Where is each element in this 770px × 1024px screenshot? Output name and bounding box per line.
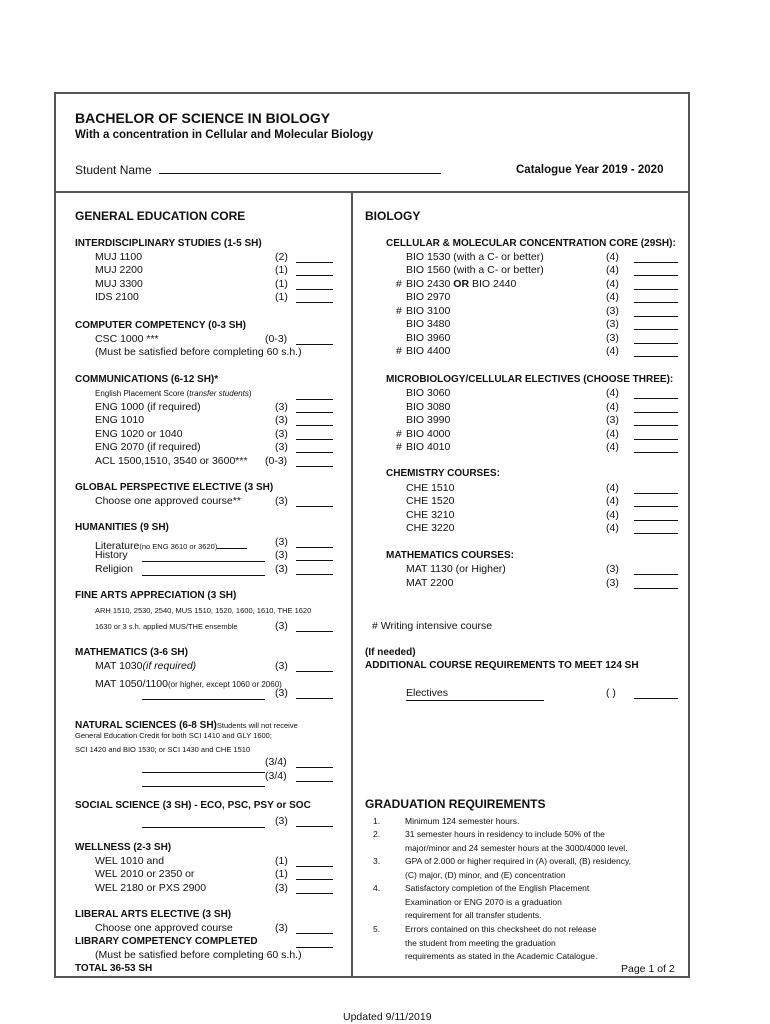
grade-blank[interactable]: [296, 265, 333, 276]
course-hours: (4): [606, 401, 619, 413]
humanities-heading: HUMANITIES (9 SH): [75, 522, 169, 533]
course-hours: (2): [275, 251, 288, 263]
library-blank[interactable]: [296, 937, 333, 948]
natural-sciences-heading: NATURAL SCIENCES (6-8 SH)Students will not receive: [75, 720, 298, 731]
course-name: BIO 3480: [406, 318, 451, 330]
writing-mark: #: [396, 278, 402, 290]
history-course-blank[interactable]: [142, 551, 265, 562]
grade-blank[interactable]: [634, 429, 678, 440]
placement-score-blank[interactable]: [296, 389, 333, 400]
course-name: WEL 2180 or PXS 2900: [95, 882, 207, 894]
grade-blank[interactable]: [634, 388, 678, 399]
course-hours: (3): [275, 536, 288, 548]
grade-blank[interactable]: [296, 279, 333, 290]
course-hours: (3): [275, 549, 288, 561]
placement-score-label: English Placement Score (transfer students): [95, 389, 252, 398]
course-hours: (3/4): [265, 770, 287, 782]
computer-heading: COMPUTER COMPETENCY (0-3 SH): [75, 320, 246, 331]
header-divider: [54, 191, 688, 193]
course-name: MAT 1130 (or Higher): [406, 563, 506, 575]
grad-item-text: the student from meeting the graduation: [405, 938, 556, 948]
grad-item-text: (C) major, (D) minor, and (E) concentration: [405, 870, 566, 880]
grade-blank[interactable]: [296, 661, 333, 672]
additional-heading: ADDITIONAL COURSE REQUIREMENTS TO MEET 124 SH: [365, 660, 639, 671]
social-science-heading: SOCIAL SCIENCE (3 SH) - ECO, PSC, PSY or SOC: [75, 800, 311, 811]
grade-blank[interactable]: [296, 252, 333, 263]
course-hours: (3): [275, 922, 288, 934]
global-heading: GLOBAL PERSPECTIVE ELECTIVE (3 SH): [75, 482, 274, 493]
additional-if-needed: (If needed): [365, 647, 416, 658]
course-hours: (3): [606, 563, 619, 575]
course-name: ENG 1000 (if required): [95, 401, 201, 413]
grade-blank[interactable]: [296, 537, 333, 548]
grade-blank[interactable]: [634, 279, 678, 290]
liberal-arts-heading: LIBERAL ARTS ELECTIVE (3 SH): [75, 909, 232, 920]
grad-item-text: GPA of 2.000 or higher required in (A) overall, (B) residency,: [405, 856, 631, 866]
course-hours: (3): [275, 882, 288, 894]
grad-item-text: Examination or ENG 2070 is a graduation: [405, 897, 562, 907]
course-hours: (1): [275, 855, 288, 867]
column-divider: [351, 191, 353, 976]
grad-item-text: 31 semester hours in residency to include 50% of the: [405, 829, 605, 839]
course-hours: ( ): [606, 687, 616, 699]
course-hours: (4): [606, 522, 619, 534]
course-hours: (3): [606, 318, 619, 330]
grade-blank[interactable]: [634, 346, 678, 357]
course-name: BIO 4000: [406, 428, 451, 440]
course-name: WEL 1010 and: [95, 855, 165, 867]
grade-blank[interactable]: [296, 757, 333, 768]
natural-sciences-note: SCI 1420 and BIO 1530; or SCI 1430 and CHE 1510: [75, 745, 251, 754]
grade-blank[interactable]: [296, 550, 333, 561]
wellness-heading: WELLNESS (2-3 SH): [75, 842, 172, 853]
page-subtitle: With a concentration in Cellular and Molecular Biology: [75, 129, 374, 141]
literature-row: Literature(no ENG 3610 or 3620): [95, 536, 247, 554]
grade-blank[interactable]: [634, 292, 678, 303]
biology-title: BIOLOGY: [365, 209, 421, 223]
student-name-row: [75, 163, 441, 177]
natural-sciences-note: General Education Credit for both SCI 1410 and GLY 1600;: [75, 731, 272, 740]
grade-blank[interactable]: [296, 429, 333, 440]
grade-blank[interactable]: [296, 923, 333, 934]
grade-blank[interactable]: [634, 415, 678, 426]
course-hours: (1): [275, 868, 288, 880]
gen-ed-total: TOTAL 36-53 SH: [75, 963, 153, 974]
grade-blank[interactable]: [296, 621, 333, 632]
course-hours: (1): [275, 278, 288, 290]
course-hours: (4): [606, 441, 619, 453]
course-name: ENG 2070 (if required): [95, 441, 201, 453]
course-hours: (3): [275, 563, 288, 575]
course-hours: (4): [606, 387, 619, 399]
course-hours: (3): [275, 815, 288, 827]
course-hours: (4): [606, 251, 619, 263]
computer-note: (Must be satisfied before completing 60 s.h.): [95, 346, 302, 358]
grade-blank[interactable]: [634, 496, 678, 507]
grade-blank[interactable]: [296, 442, 333, 453]
course-name: CHE 3220: [406, 522, 455, 534]
grade-blank[interactable]: [296, 564, 333, 575]
chemistry-heading: CHEMISTRY COURSES:: [386, 468, 500, 479]
course-name: BIO 2430 OR BIO 2440: [406, 278, 517, 290]
course-hours: (4): [606, 264, 619, 276]
gen-ed-title: GENERAL EDUCATION CORE: [75, 209, 246, 223]
course-hours: (3): [606, 577, 619, 589]
grade-blank[interactable]: [634, 442, 678, 453]
grade-blank[interactable]: [296, 496, 333, 507]
course-name: CHE 1520: [406, 495, 455, 507]
grade-blank[interactable]: [634, 510, 678, 521]
course-name: Religion: [95, 563, 133, 575]
page-number: Page 1 of 2: [621, 963, 675, 975]
course-name: BIO 3100: [406, 305, 451, 317]
core-heading: CELLULAR & MOLECULAR CONCENTRATION CORE (29SH):: [386, 238, 676, 249]
course-name: MUJ 3300: [95, 278, 143, 290]
fine-arts-heading: FINE ARTS APPRECIATION (3 SH): [75, 590, 237, 601]
writing-mark: #: [396, 428, 402, 440]
science-course-blank[interactable]: [142, 776, 265, 787]
grade-blank[interactable]: [634, 578, 678, 589]
course-name: BIO 4010: [406, 441, 451, 453]
course-hours: (3): [275, 660, 288, 672]
course-name: BIO 3990: [406, 414, 451, 426]
grade-blank[interactable]: [634, 333, 678, 344]
course-hours: (3): [606, 414, 619, 426]
course-hours: (3): [275, 414, 288, 426]
writing-intensive-note: # Writing intensive course: [372, 620, 493, 632]
communications-heading: COMMUNICATIONS (6-12 SH)*: [75, 374, 219, 385]
course-name: IDS 2100: [95, 291, 139, 303]
grade-blank[interactable]: [634, 306, 678, 317]
course-name: MUJ 2200: [95, 264, 143, 276]
writing-mark: #: [396, 305, 402, 317]
course-hours: (3): [275, 428, 288, 440]
course-hours: (1): [275, 264, 288, 276]
writing-mark: #: [396, 345, 402, 357]
science-course-blank[interactable]: [142, 762, 265, 773]
course-hours: (3): [275, 495, 288, 507]
course-name: MAT 1030(if required): [95, 660, 197, 672]
social-course-blank[interactable]: [142, 817, 265, 828]
grade-blank[interactable]: [296, 334, 333, 345]
course-name: ENG 1020 or 1040: [95, 428, 183, 440]
grade-blank[interactable]: [634, 523, 678, 534]
grade-blank[interactable]: [296, 816, 333, 827]
course-name: BIO 3960: [406, 332, 451, 344]
literature-course-blank[interactable]: [217, 538, 247, 549]
graduation-title: GRADUATION REQUIREMENTS: [365, 797, 546, 811]
micro-heading: MICROBIOLOGY/CELLULAR ELECTIVES (CHOOSE THREE):: [386, 374, 674, 385]
grad-item-text: requirement for all transfer students.: [405, 910, 542, 920]
student-name-field[interactable]: [159, 163, 441, 174]
grade-blank[interactable]: [296, 771, 333, 782]
course-name: BIO 2970: [406, 291, 451, 303]
student-name-label: Student Name: [75, 163, 152, 177]
course-name: ENG 1010: [95, 414, 145, 426]
grad-item-number: 2.: [373, 829, 381, 839]
writing-mark: #: [396, 441, 402, 453]
course-name: Choose one approved course**: [95, 495, 241, 507]
course-name: Choose one approved course: [95, 922, 233, 934]
grad-item-text: Minimum 124 semester hours.: [405, 816, 520, 826]
course-hours: (1): [275, 291, 288, 303]
course-hours: (4): [606, 482, 619, 494]
grad-item-number: 1.: [373, 816, 381, 826]
fine-arts-courses: ARH 1510, 2530, 2540, MUS 1510, 1520, 1600, 1610, THE 1620: [95, 606, 312, 615]
course-hours: (3/4): [265, 756, 287, 768]
grad-item-text: requirements as stated in the Academic Catalogue.: [405, 951, 598, 961]
course-hours: (3): [275, 687, 288, 699]
course-hours: (4): [606, 428, 619, 440]
grad-item-number: 3.: [373, 856, 381, 866]
course-hours: (0-3): [265, 333, 288, 345]
course-name: BIO 4400: [406, 345, 451, 357]
course-name: CSC 1000 ***: [95, 333, 159, 345]
math-course-blank[interactable]: [142, 689, 265, 700]
course-name: MUJ 1100: [95, 251, 143, 263]
course-name: BIO 1560 (with a C- or better): [406, 264, 544, 276]
page-title: BACHELOR OF SCIENCE IN BIOLOGY: [75, 110, 331, 126]
grade-blank[interactable]: [634, 265, 678, 276]
library-note: (Must be satisfied before completing 60 s.h.): [95, 949, 302, 961]
course-hours: (3): [606, 305, 619, 317]
grad-item-text: major/minor and 24 semester hours at the 3000/4000 level.: [405, 843, 628, 853]
grade-blank[interactable]: [296, 402, 333, 413]
course-name: BIO 3060: [406, 387, 451, 399]
course-name: ACL 1500,1510, 3540 or 3600***: [95, 455, 248, 467]
grade-blank[interactable]: [296, 869, 333, 880]
course-name: MAT 2200: [406, 577, 454, 589]
course-hours: (3): [275, 441, 288, 453]
course-hours: (3): [275, 401, 288, 413]
grad-item-text: Satisfactory completion of the English Placement: [405, 883, 590, 893]
course-hours: (0-3): [265, 455, 288, 467]
fine-arts-courses: 1630 or 3 s.h. applied MUS/THE ensemble: [95, 622, 238, 631]
grade-blank[interactable]: [634, 483, 678, 494]
updated-date: Updated 9/11/2019: [343, 1011, 432, 1023]
course-name: CHE 1510: [406, 482, 455, 494]
interdisciplinary-heading: INTERDISCIPLINARY STUDIES (1-5 SH): [75, 238, 262, 249]
course-name: History: [95, 549, 128, 561]
grade-blank[interactable]: [634, 402, 678, 413]
grade-blank[interactable]: [296, 415, 333, 426]
math-courses-heading: MATHEMATICS COURSES:: [386, 550, 514, 561]
grad-item-number: 4.: [373, 883, 381, 893]
grade-blank[interactable]: [296, 688, 333, 699]
grade-blank[interactable]: [296, 456, 333, 467]
course-hours: (4): [606, 278, 619, 290]
grade-blank[interactable]: [634, 564, 678, 575]
grade-blank[interactable]: [634, 252, 678, 263]
course-hours: (4): [606, 345, 619, 357]
course-name: CHE 3210: [406, 509, 455, 521]
library-heading: LIBRARY COMPETENCY COMPLETED: [75, 936, 258, 947]
electives-label: Electives: [406, 687, 544, 701]
mathematics-heading: MATHEMATICS (3-6 SH): [75, 647, 188, 658]
course-hours: (4): [606, 509, 619, 521]
course-hours: (4): [606, 495, 619, 507]
grad-item-number: 5.: [373, 924, 381, 934]
grade-blank[interactable]: [634, 319, 678, 330]
course-name: WEL 2010 or 2350 or: [95, 868, 195, 880]
grad-item-text: Errors contained on this checksheet do not release: [405, 924, 597, 934]
course-name: BIO 1530 (with a C- or better): [406, 251, 544, 263]
course-name: BIO 3080: [406, 401, 451, 413]
grade-blank[interactable]: [296, 883, 333, 894]
grade-blank[interactable]: [296, 856, 333, 867]
grade-blank[interactable]: [296, 292, 333, 303]
course-hours: (3): [275, 620, 288, 632]
course-hours: (3): [606, 332, 619, 344]
course-name: MAT 1050/1100(or higher, except 1060 or 2060): [95, 678, 282, 690]
catalogue-year: Catalogue Year 2019 - 2020: [516, 164, 664, 176]
course-hours: (4): [606, 291, 619, 303]
religion-course-blank[interactable]: [142, 565, 265, 576]
grade-blank[interactable]: [634, 688, 678, 699]
